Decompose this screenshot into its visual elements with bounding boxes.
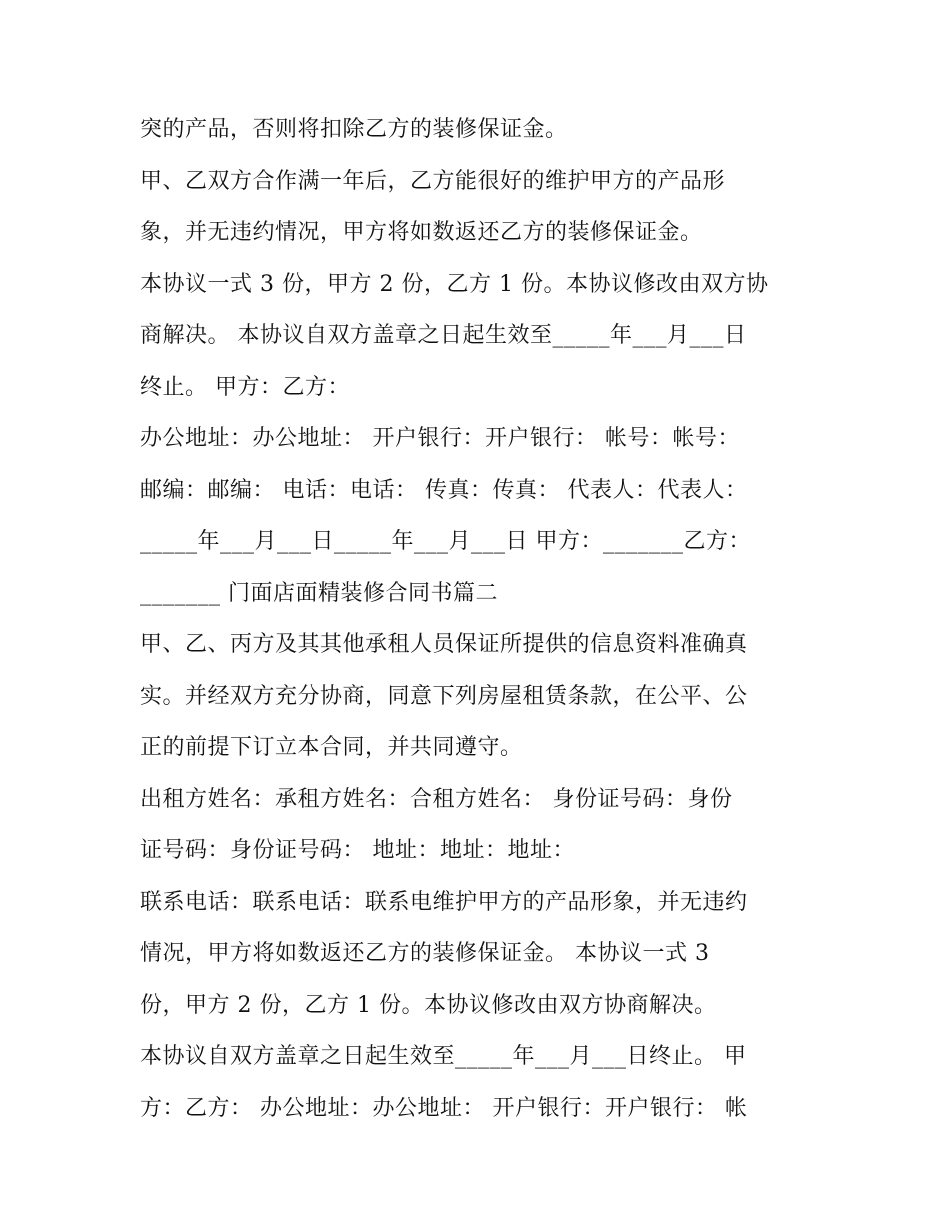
text-line: 象，并无违约情况，甲方将如数返还乙方的装修保证金。	[140, 220, 703, 245]
text-line: 终止。 甲方：乙方：	[140, 375, 350, 400]
text-line: _____年___月___日_____年___月___日 甲方：_______乙方：	[140, 529, 751, 554]
text-line: 甲、乙双方合作满一年后，乙方能很好的维护甲方的产品形	[140, 169, 726, 194]
text-line: 出租方姓名：承租方姓名：合租方姓名： 身份证号码：身份	[140, 787, 733, 812]
text-line: 办公地址：办公地址： 开户银行：开户银行： 帐号：帐号：	[140, 426, 740, 451]
text-line: 本协议自双方盖章之日起生效至_____年___月___日终止。 甲	[140, 1044, 747, 1069]
text-line: 份，甲方 2 份，乙方 1 份。本协议修改由双方协商解决。	[140, 993, 717, 1018]
text-line: 本协议一式 3 份，甲方 2 份，乙方 1 份。本协议修改由双方协	[140, 272, 769, 297]
text-line: 实。并经双方充分协商，同意下列房屋租赁条款，在公平、公	[140, 684, 748, 709]
text-line: 联系电话：联系电话：联系电维护甲方的产品形象，并无违约	[140, 890, 748, 915]
text-line: 甲、乙、丙方及其其他承租人员保证所提供的信息资料准确真	[140, 632, 748, 657]
text-line: 商解决。 本协议自双方盖章之日起生效至_____年___月___日	[140, 323, 747, 348]
text-line: 正的前提下订立本合同，并共同遵守。	[140, 735, 523, 760]
text-line: 证号码：身份证号码： 地址：地址：地址：	[140, 838, 575, 863]
text-line: 邮编：邮编： 电话：电话： 传真：传真： 代表人：代表人：	[140, 478, 748, 503]
text-line: 方：乙方： 办公地址：办公地址： 开户银行：开户银行： 帐	[140, 1096, 748, 1121]
section-heading: _______ 门面店面精装修合同书篇二	[140, 581, 498, 606]
text-line: 突的产品，否则将扣除乙方的装修保证金。	[140, 117, 568, 142]
text-line: 情况，甲方将如数返还乙方的装修保证金。 本协议一式 3	[140, 941, 710, 966]
